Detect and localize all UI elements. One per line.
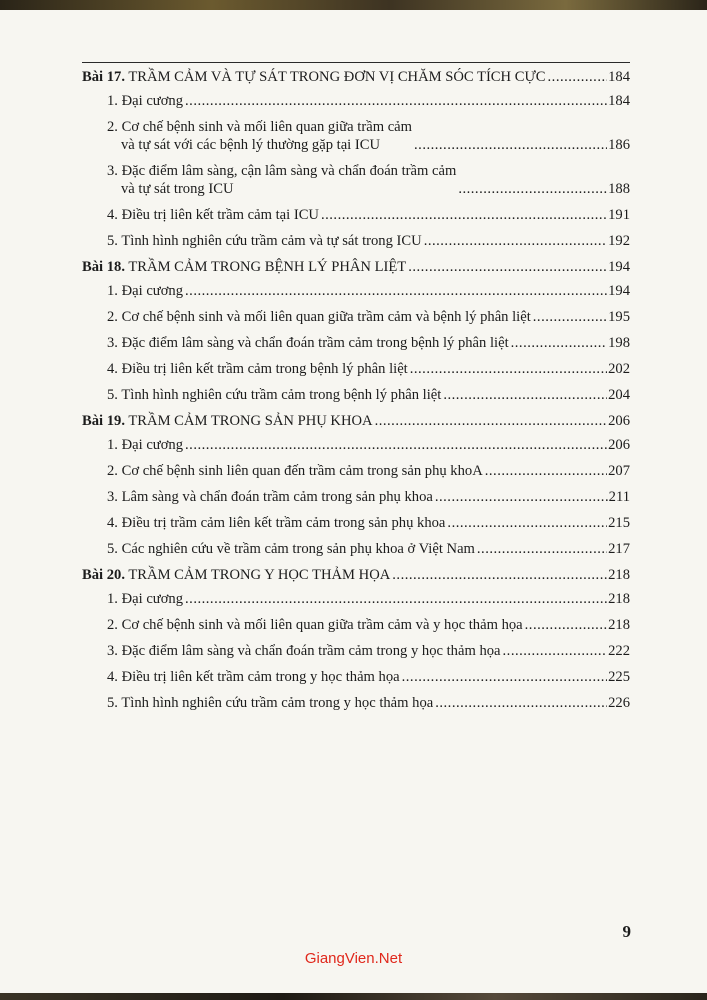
item-title: Tình hình nghiên cứu trầm cảm và tự sát trong ICU [121,233,422,249]
dot-leader [533,308,607,326]
chapter-number: Bài 17. [82,69,125,85]
toc-chapter-19[interactable] [82,412,630,430]
dot-leader [321,206,607,224]
toc-chapter-20[interactable] [82,566,630,584]
item-number: 5. [107,233,118,249]
item-number: 5. [107,387,118,403]
watermark: GiangVien.Net [304,950,403,967]
item-number: 4. [107,361,118,377]
dot-leader [408,258,607,276]
toc-item[interactable] [82,514,630,532]
dot-leader [511,334,607,352]
item-title: Đặc điểm lâm sàng, cận lâm sàng và chẩn đoán trầm cảm [121,163,457,179]
page-ref: 207 [608,463,630,479]
page-ref: 206 [608,413,630,429]
toc-item[interactable] [82,488,630,506]
toc-item[interactable] [82,668,630,686]
chapter-title: TRẦM CẢM TRONG BỆNH LÝ PHÂN LIỆT [128,259,407,275]
dot-leader [503,642,608,660]
page-ref: 186 [608,137,630,153]
page-ref: 217 [608,541,630,557]
page-ref: 192 [608,233,630,249]
page-ref: 211 [608,489,630,505]
item-title: Đặc điểm lâm sàng và chẩn đoán trầm cảm trong bệnh lý phân liệt [121,335,509,351]
item-number: 4. [107,515,118,531]
page-ref: 225 [608,669,630,685]
dot-leader [375,412,608,430]
dot-leader [447,514,607,532]
item-title-continued: và tự sát trong ICU [121,181,234,197]
item-number: 2. [107,309,118,325]
dot-leader [185,282,607,300]
toc-item[interactable] [82,232,630,250]
page-ref: 198 [608,335,630,351]
dot-leader [435,488,608,506]
dot-leader [185,436,607,454]
dot-leader [424,232,607,250]
item-number: 2. [107,617,118,633]
toc-item[interactable] [82,162,630,198]
item-title: Đại cương [121,93,184,109]
item-number: 1. [107,93,118,109]
page-ref: 184 [608,93,630,109]
item-title: Tình hình nghiên cứu trầm cảm trong y học thảm họa [121,695,434,711]
dot-leader [458,180,607,198]
toc-item[interactable] [82,206,630,224]
chapter-number: Bài 18. [82,259,125,275]
item-number: 1. [107,591,118,607]
page-ref: 195 [608,309,630,325]
page-ref: 226 [608,695,630,711]
item-title: Cơ chế bệnh sinh và mối liên quan giữa trầm cảm [121,119,413,135]
item-title: Đại cương [121,283,184,299]
toc-item[interactable] [82,386,630,404]
toc-item[interactable] [82,590,630,608]
toc-chapter-17[interactable] [82,68,630,86]
toc-item[interactable] [82,462,630,480]
item-number: 4. [107,207,118,223]
item-title: Điều trị trầm cảm liên kết trầm cảm trong sản phụ khoa [121,515,446,531]
scan-bottom-edge [0,993,707,1000]
chapter-number: Bài 20. [82,567,125,583]
toc-chapter-18[interactable] [82,258,630,276]
item-number: 1. [107,283,118,299]
toc-item[interactable] [82,642,630,660]
page-ref: 215 [608,515,630,531]
item-number: 3. [107,163,118,179]
item-title: Cơ chế bệnh sinh và mối liên quan giữa trầm cảm và bệnh lý phân liệt [121,309,531,325]
page-ref: 194 [608,259,630,275]
item-title: Các nghiên cứu về trầm cảm trong sản phụ khoa ở Việt Nam [121,541,475,557]
page-ref: 218 [608,591,630,607]
item-title: Điều trị liên kết trầm cảm trong y học thảm họa [121,669,400,685]
dot-leader [525,616,607,634]
scan-top-edge [0,0,707,10]
dot-leader [414,136,607,154]
toc-item[interactable] [82,694,630,712]
item-title: Điều trị liên kết trầm cảm tại ICU [121,207,319,223]
toc-item[interactable] [82,360,630,378]
item-number: 4. [107,669,118,685]
item-title: Lâm sàng và chẩn đoán trầm cảm trong sản phụ khoa [121,489,433,505]
item-number: 1. [107,437,118,453]
toc-item[interactable] [82,282,630,300]
dot-leader [402,668,607,686]
toc-item[interactable] [82,308,630,326]
page-number: 9 [622,922,631,941]
page-ref: 218 [608,567,630,583]
item-number: 5. [107,541,118,557]
page-ref: 194 [608,283,630,299]
item-number: 3. [107,335,118,351]
toc-item[interactable] [82,92,630,110]
item-title: Điều trị liên kết trầm cảm trong bệnh lý phân liệt [121,361,408,377]
dot-leader [410,360,607,378]
chapter-title: TRẦM CẢM VÀ TỰ SÁT TRONG ĐƠN VỊ CHĂM SÓC TÍCH CỰC [128,69,546,85]
page-ref: 222 [608,643,630,659]
toc-item[interactable] [82,334,630,352]
dot-leader [185,590,607,608]
item-number: 2. [107,119,118,135]
dot-leader [392,566,607,584]
toc-item[interactable] [82,540,630,558]
dot-leader [185,92,607,110]
chapter-title: TRẦM CẢM TRONG Y HỌC THẢM HỌA [128,567,391,583]
page-ref: 206 [608,437,630,453]
dot-leader [435,694,607,712]
dot-leader [485,462,607,480]
chapter-number: Bài 19. [82,413,125,429]
item-title: Cơ chế bệnh sinh và mối liên quan giữa trầm cảm và y học thảm họa [121,617,523,633]
page-ref: 191 [608,207,630,223]
dot-leader [443,386,607,404]
item-title: Cơ chế bệnh sinh liên quan đến trầm cảm trong sản phụ khoA [121,463,483,479]
table-of-contents [82,62,630,720]
item-number: 3. [107,489,118,505]
page-ref: 188 [608,181,630,197]
item-number: 5. [107,695,118,711]
item-title-continued: và tự sát với các bệnh lý thường gặp tại ICU [121,137,381,153]
item-title: Đại cương [121,437,184,453]
dot-leader [477,540,607,558]
item-number: 3. [107,643,118,659]
item-title: Tình hình nghiên cứu trầm cảm trong bệnh lý phân liệt [121,387,442,403]
page-ref: 184 [608,69,630,85]
toc-item[interactable] [82,616,630,634]
item-title: Đặc điểm lâm sàng và chẩn đoán trầm cảm trong y học thảm họa [121,643,501,659]
item-title: Đại cương [121,591,184,607]
item-number: 2. [107,463,118,479]
dot-leader [548,68,608,86]
toc-item[interactable] [82,436,630,454]
toc-item[interactable] [82,118,630,154]
page-ref: 202 [608,361,630,377]
chapter-title: TRẦM CẢM TRONG SẢN PHỤ KHOA [128,413,373,429]
page-ref: 218 [608,617,630,633]
page-ref: 204 [608,387,630,403]
